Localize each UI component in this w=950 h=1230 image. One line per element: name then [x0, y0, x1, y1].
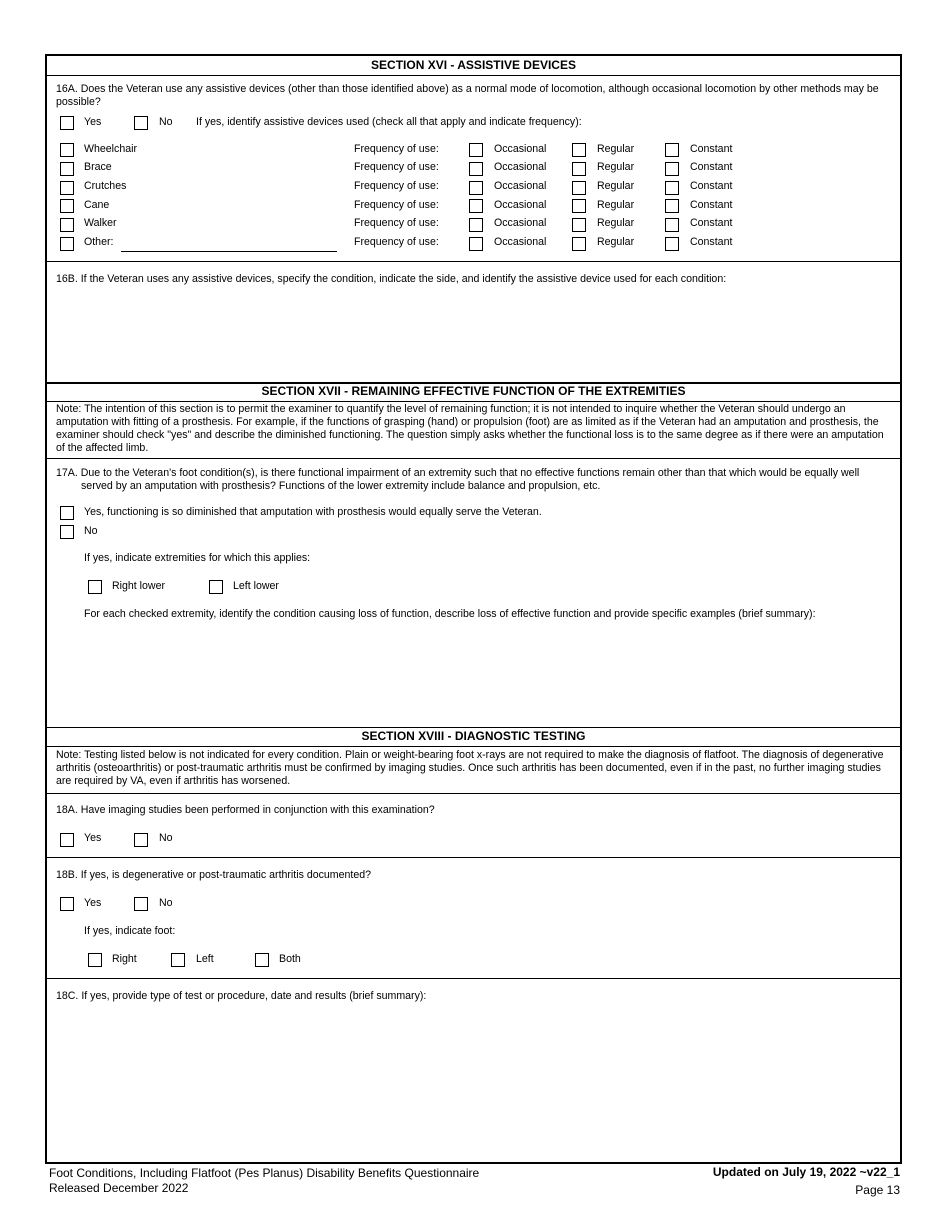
crutches-checkbox[interactable] — [60, 181, 74, 195]
occasional-checkbox[interactable] — [469, 199, 483, 213]
divider — [47, 978, 900, 979]
frequency-label: Frequency of use: — [354, 161, 439, 173]
q17a-no-checkbox[interactable] — [60, 525, 74, 539]
footer-updated-version: Updated on July 19, 2022 ~v22_1 — [712, 1165, 900, 1179]
constant-label: Constant — [690, 180, 733, 192]
occasional-checkbox[interactable] — [469, 218, 483, 232]
constant-label: Constant — [690, 161, 733, 173]
other-checkbox[interactable] — [60, 237, 74, 251]
q16a-if-yes-instruction: If yes, identify assistive devices used (check all that apply and indicate frequency): — [196, 116, 582, 128]
constant-label: Constant — [690, 199, 733, 211]
wheelchair-checkbox[interactable] — [60, 143, 74, 157]
question-18c: 18C. If yes, provide type of test or procedure, date and results (brief summary): — [56, 990, 427, 1002]
occasional-checkbox[interactable] — [469, 237, 483, 251]
regular-checkbox[interactable] — [572, 218, 586, 232]
regular-checkbox[interactable] — [572, 143, 586, 157]
constant-label: Constant — [690, 236, 733, 248]
device-label: Cane — [84, 199, 110, 211]
constant-checkbox[interactable] — [665, 218, 679, 232]
right-lower-label: Right lower — [112, 580, 165, 592]
question-17a-line2: served by an amputation with prosthesis? Functions of the lower extremity include balance and propulsion, etc. — [81, 480, 601, 492]
right-lower-checkbox[interactable] — [88, 580, 102, 594]
question-17a-line1: 17A. Due to the Veteran's foot condition(s), is there functional impairment of an extremity such that no effective functions remain other than that which would be equally well — [56, 467, 860, 479]
q17a-if-yes-instruction: If yes, indicate extremities for which this applies: — [84, 552, 311, 564]
constant-checkbox[interactable] — [665, 181, 679, 195]
left-foot-checkbox[interactable] — [171, 953, 185, 967]
regular-checkbox[interactable] — [572, 181, 586, 195]
device-label: Walker — [84, 217, 117, 229]
divider — [47, 458, 900, 459]
occasional-checkbox[interactable] — [469, 143, 483, 157]
q18b-yes-label: Yes — [84, 897, 102, 909]
occasional-label: Occasional — [494, 217, 547, 229]
regular-label: Regular — [597, 143, 635, 155]
occasional-label: Occasional — [494, 199, 547, 211]
q17a-no-label: No — [84, 525, 98, 537]
frequency-label: Frequency of use: — [354, 199, 439, 211]
question-16b: 16B. If the Veteran uses any assistive devices, specify the condition, indicate the side, and identify the assistive device used for each condition: — [56, 273, 727, 285]
occasional-checkbox[interactable] — [469, 162, 483, 176]
left-lower-checkbox[interactable] — [209, 580, 223, 594]
regular-label: Regular — [597, 161, 635, 173]
divider — [47, 793, 900, 794]
frequency-label: Frequency of use: — [354, 236, 439, 248]
section-xviii-note: Note: Testing listed below is not indicated for every condition. Plain or weight-bearing foot x-rays are not required to make the diagnosis of flatfoot. The diagnosis of degenerative arthritis (osteoarthritis) or post-traumatic arthritis must be confirmed by imaging studies. Once such arthritis has been documented, even if in the past, no further imaging studies are required by VA, even if arthritis has worsened. — [56, 749, 884, 787]
device-label: Crutches — [84, 180, 127, 192]
footer-form-title: Foot Conditions, Including Flatfoot (Pes Planus) Disability Benefits Questionnaire — [49, 1166, 480, 1180]
walker-checkbox[interactable] — [60, 218, 74, 232]
constant-checkbox[interactable] — [665, 199, 679, 213]
section-xvii-header: SECTION XVII - REMAINING EFFECTIVE FUNCTION OF THE EXTREMITIES — [261, 384, 686, 398]
q18b-if-yes-foot-instruction: If yes, indicate foot: — [84, 925, 176, 937]
frequency-label: Frequency of use: — [354, 217, 439, 229]
q17a-yes-label: Yes, functioning is so diminished that amputation with prosthesis would equally serve the Veteran. — [84, 506, 542, 518]
constant-checkbox[interactable] — [665, 237, 679, 251]
device-label: Brace — [84, 161, 112, 173]
regular-label: Regular — [597, 199, 635, 211]
frequency-label: Frequency of use: — [354, 180, 439, 192]
q18a-no-checkbox[interactable] — [134, 833, 148, 847]
occasional-label: Occasional — [494, 143, 547, 155]
q18b-yes-checkbox[interactable] — [60, 897, 74, 911]
q18b-no-label: No — [159, 897, 173, 909]
divider — [47, 857, 900, 858]
regular-label: Regular — [597, 236, 635, 248]
q17a-yes-checkbox[interactable] — [60, 506, 74, 520]
both-feet-checkbox[interactable] — [255, 953, 269, 967]
section-xviii-header: SECTION XVIII - DIAGNOSTIC TESTING — [361, 729, 586, 743]
left-foot-label: Left — [196, 953, 214, 965]
q18a-yes-checkbox[interactable] — [60, 833, 74, 847]
q16a-no-checkbox[interactable] — [134, 116, 148, 130]
other-device-input[interactable] — [121, 251, 337, 252]
question-16a: 16A. Does the Veteran use any assistive devices (other than those identified above) as a normal mode of locomotion, although occasional locomotion by other methods may be possible? — [56, 83, 879, 108]
q18a-yes-label: Yes — [84, 832, 102, 844]
q16a-yes-checkbox[interactable] — [60, 116, 74, 130]
q18a-no-label: No — [159, 832, 173, 844]
constant-checkbox[interactable] — [665, 162, 679, 176]
question-18a: 18A. Have imaging studies been performed in conjunction with this examination? — [56, 804, 435, 816]
brace-checkbox[interactable] — [60, 162, 74, 176]
q16a-no-label: No — [159, 116, 173, 128]
occasional-label: Occasional — [494, 180, 547, 192]
question-18b: 18B. If yes, is degenerative or post-traumatic arthritis documented? — [56, 869, 372, 881]
both-feet-label: Both — [279, 953, 301, 965]
q17a-each-checked-instruction: For each checked extremity, identify the condition causing loss of function, describe loss of effective function and provide specific examples (brief summary): — [84, 608, 816, 620]
divider — [47, 746, 900, 747]
right-foot-checkbox[interactable] — [88, 953, 102, 967]
divider — [47, 75, 900, 76]
cane-checkbox[interactable] — [60, 199, 74, 213]
constant-checkbox[interactable] — [665, 143, 679, 157]
right-foot-label: Right — [112, 953, 137, 965]
frequency-label: Frequency of use: — [354, 143, 439, 155]
section-xvii-note: Note: The intention of this section is to permit the examiner to quantify the level of remaining function; it is not intended to inquire whether the Veteran should undergo an amputation with fitting of a prosthesis. For example, if the functions of grasping (hand) or propulsion (foot) are as limited as if the Veteran had an amputation and prosthesis, the examiner should check "yes" and describe the diminished functioning. The question simply asks whether the functional loss is to the same degree as if there were an amputation of the affected limb. — [56, 403, 884, 454]
divider — [47, 401, 900, 402]
q18b-no-checkbox[interactable] — [134, 897, 148, 911]
occasional-label: Occasional — [494, 161, 547, 173]
regular-checkbox[interactable] — [572, 199, 586, 213]
q16a-yes-label: Yes — [84, 116, 102, 128]
footer-released-date: Released December 2022 — [49, 1181, 189, 1195]
left-lower-label: Left lower — [233, 580, 279, 592]
constant-label: Constant — [690, 217, 733, 229]
section-xvi-header: SECTION XVI - ASSISTIVE DEVICES — [371, 58, 576, 72]
regular-label: Regular — [597, 217, 635, 229]
footer-page-number: Page 13 — [855, 1183, 900, 1197]
device-label: Wheelchair — [84, 143, 137, 155]
occasional-label: Occasional — [494, 236, 547, 248]
regular-label: Regular — [597, 180, 635, 192]
occasional-checkbox[interactable] — [469, 181, 483, 195]
regular-checkbox[interactable] — [572, 237, 586, 251]
form-page-border — [45, 54, 902, 1164]
divider — [47, 261, 900, 262]
constant-label: Constant — [690, 143, 733, 155]
device-label: Other: — [84, 236, 114, 248]
regular-checkbox[interactable] — [572, 162, 586, 176]
